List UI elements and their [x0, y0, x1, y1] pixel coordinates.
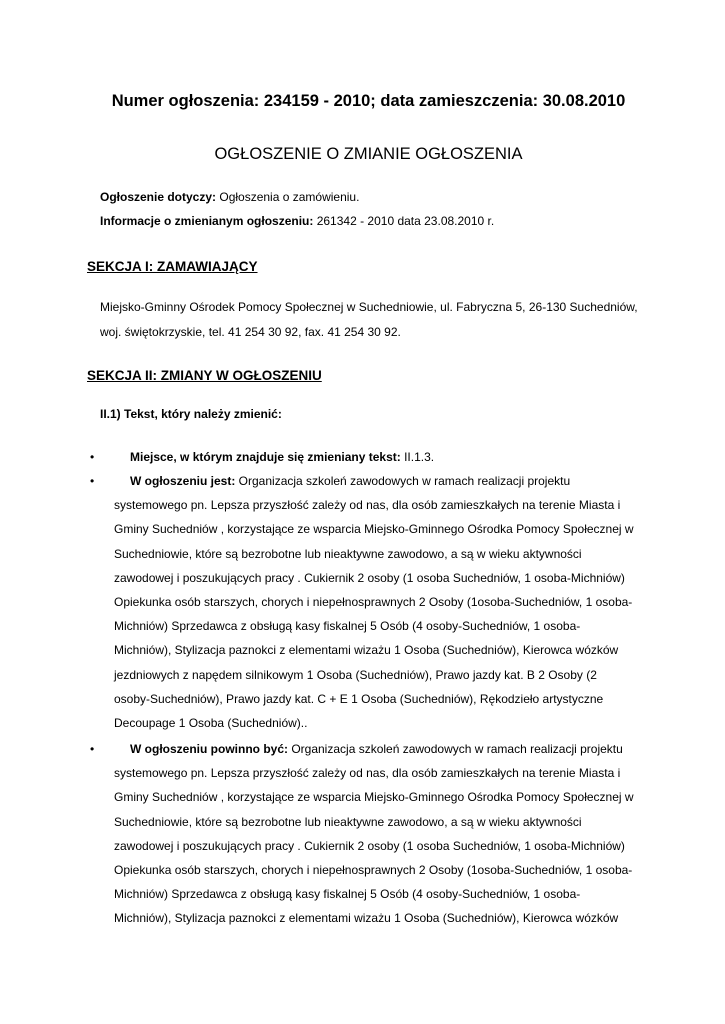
section2-subheading: II.1) Tekst, który należy zmienić: [100, 407, 282, 421]
section1-heading: SEKCJA I: ZAMAWIAJĄCY [87, 259, 258, 274]
bullet-dot: • [90, 474, 95, 488]
change-item-current [90, 469, 635, 735]
info-zmieniany-label: Informacje o zmienianym ogłoszeniu: [100, 214, 314, 228]
change-item-location [90, 445, 635, 469]
bullet-dot: • [90, 742, 95, 756]
section2-heading: SEKCJA II: ZMIANY W OGŁOSZENIU [87, 368, 322, 383]
info-zmieniany-value: 261342 - 2010 data 23.08.2010 r. [313, 214, 495, 228]
change-item-text: II.1.3. [400, 450, 435, 464]
bullet-dot: • [90, 450, 95, 464]
change-item-new [90, 737, 635, 931]
change-item-text: Organizacja szkoleń zawodowych w ramach realizacji projektu systemowego pn. Lepsza przyszłość zależy od nas, dla osób zamieszkałych na terenie Miasta i Gminy Suchedniów , korzystające ze wsparcia Miejsko-Gminnego Ośrodka Pomocy Społecznej w Suchedniowie, które są bezrobotne lub nieaktywne zawodowo, a są w wieku aktywności zawodowej i poszukujących pracy . Cukiernik 2 osoby (1 osoba Suchedniów, 1 osoba-Michniów) Opiekunka osób starszych, chorych i niepełnosprawnych 2 Osoby (1osoba-Suchedniów, 1 osoba-Michniów) Sprzedawca z obsługą kasy fiskalnej 5 Osób (4 osoby-Suchedniów, 1 osoba-Michniów), Stylizacja paznokci z elementami wizażu 1 Osoba (Suchedniów), Kierowca wózków [114, 742, 634, 926]
announcement-number-title: Numer ogłoszenia: 234159 - 2010; data zamieszczenia: 30.08.2010 [111, 92, 626, 110]
document-title: OGŁOSZENIE O ZMIANIE OGŁOSZENIA [214, 145, 523, 163]
info-zmieniany [100, 214, 494, 228]
change-item-text: Organizacja szkoleń zawodowych w ramach realizacji projektu systemowego pn. Lepsza przyszłość zależy od nas, dla osób zamieszkałych na terenie Miasta i Gminy Suchedniów , korzystające ze wsparcia Miejsko-Gminnego Ośrodka Pomocy Społecznej w Suchedniowie, które są bezrobotne lub nieaktywne zawodowo, a są w wieku aktywności zawodowej i poszukujących pracy . Cukiernik 2 osoby (1 osoba Suchedniów, 1 osoba-Michniów) Opiekunka osób starszych, chorych i niepełnosprawnych 2 Osoby (1osoba-Suchedniów, 1 osoba-Michniów) Sprzedawca z obsługą kasy fiskalnej 5 Osób (4 osoby-Suchedniów, 1 osoba-Michniów), Stylizacja paznokci z elementami wizażu 1 Osoba (Suchedniów), Kierowca wózków jezdniowych z napędem silnikowym 1 Osoba (Suchedniów), Prawo jazdy kat. B 2 Osoby (2 osoby-Suchedniów), Prawo jazdy kat. C + E 1 Osoba (Suchedniów), Rękodzieło artystyczne Decoupage 1 Osoba (Suchedniów).. [114, 474, 634, 731]
info-dotyczy-label: Ogłoszenie dotyczy: [100, 190, 217, 204]
section1-address: Miejsko-Gminny Ośrodek Pomocy Społecznej w Suchedniowie, ul. Fabryczna 5, 26-130 Suchedniów, woj. świętokrzyskie, tel. 41 254 30 92, fax. 41 254 30 92. [100, 300, 638, 339]
change-item-label: Miejsce, w którym znajduje się zmieniany tekst: [130, 450, 401, 464]
info-dotyczy [100, 190, 359, 204]
change-item-label: W ogłoszeniu powinno być: [130, 742, 288, 756]
change-item-label: W ogłoszeniu jest: [130, 474, 236, 488]
info-dotyczy-value: Ogłoszenia o zamówieniu. [216, 190, 360, 204]
